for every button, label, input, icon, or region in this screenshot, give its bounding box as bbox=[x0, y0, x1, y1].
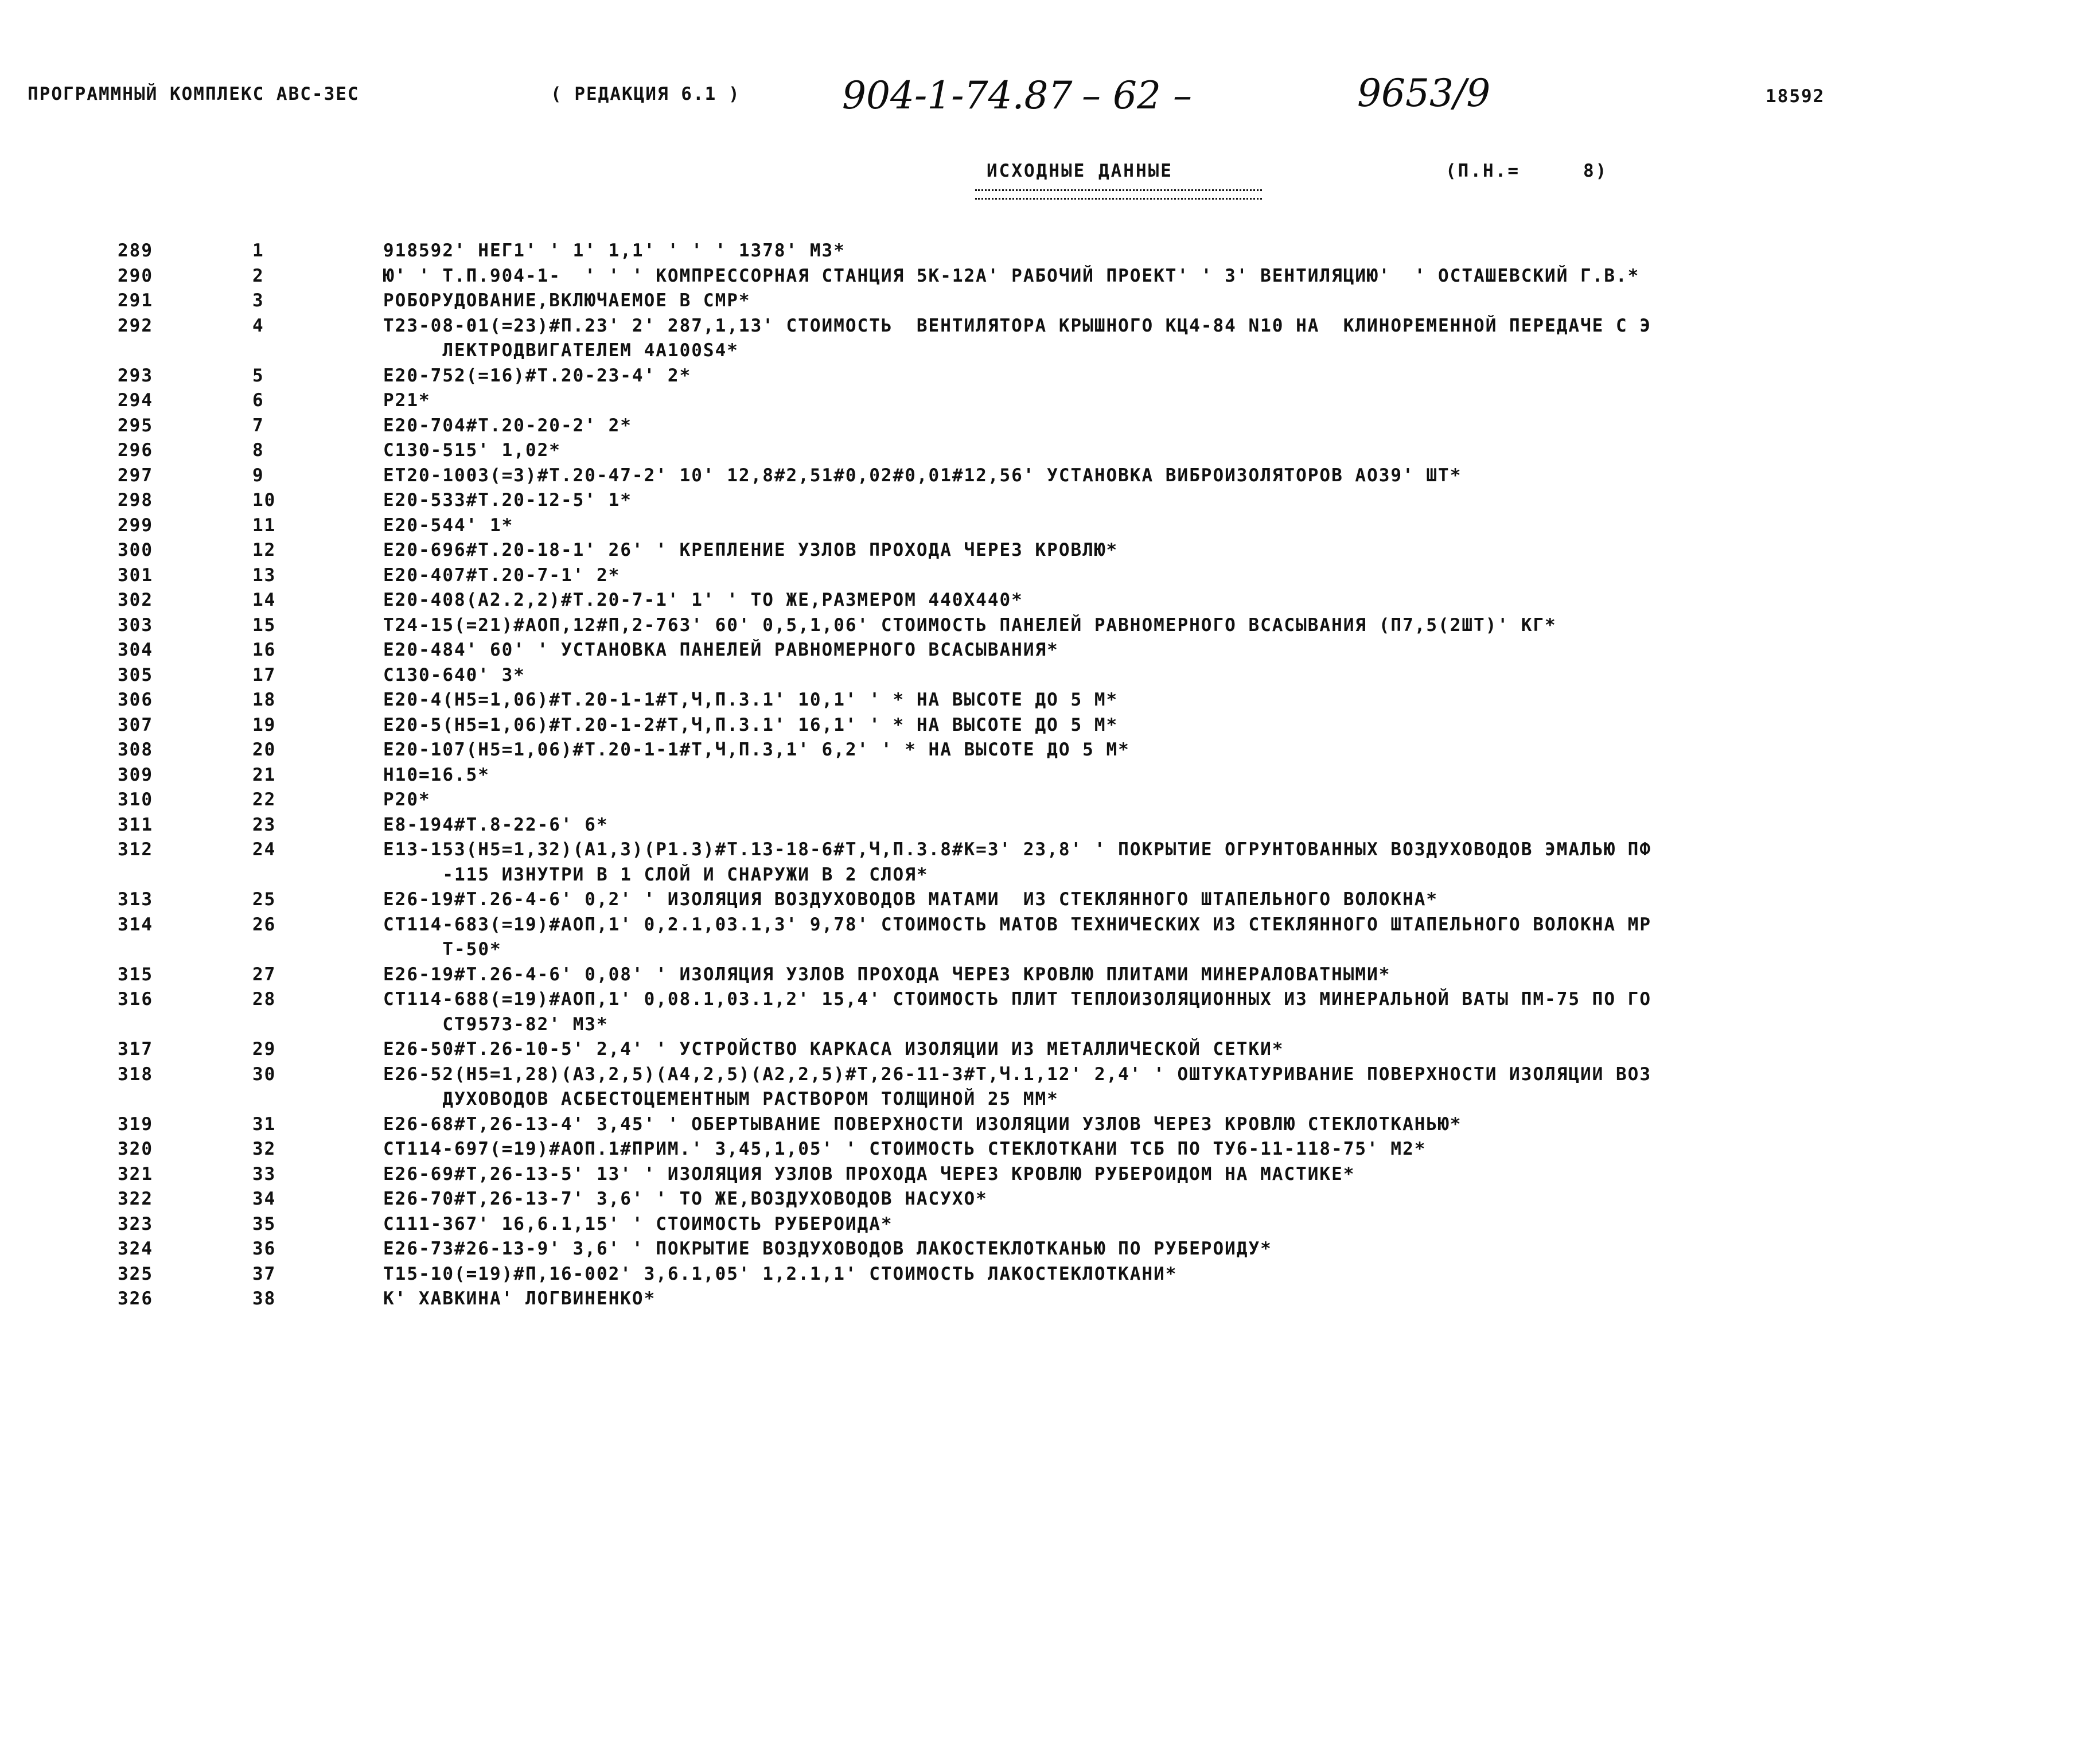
page-header bbox=[28, 71, 2070, 118]
local-line-number: 30 bbox=[252, 1063, 276, 1085]
line-content: Е20-484' 60' ' УСТАНОВКА ПАНЕЛЕЙ РАВНОМЕРНОГО ВСАСЫВАНИЯ* bbox=[383, 640, 1059, 660]
listing-row bbox=[0, 763, 2100, 788]
data-listing bbox=[0, 239, 2100, 1312]
local-line-number: 8 bbox=[252, 440, 264, 461]
listing-row bbox=[0, 1037, 2100, 1062]
global-line-number: 295 bbox=[118, 415, 153, 436]
line-content: С130-640' 3* bbox=[383, 664, 525, 685]
line-content: Т24-15(=21)#АОП,12#П,2-763' 60' 0,5,1,06' СТОИМОСТЬ ПАНЕЛЕЙ РАВНОМЕРНОГО ВСАСЫВАНИЯ (П7,5(2ШТ)' КГ* bbox=[383, 614, 1557, 636]
local-line-number: 37 bbox=[252, 1263, 276, 1284]
local-line-number: 26 bbox=[252, 914, 276, 935]
listing-row bbox=[0, 713, 2100, 738]
line-content: Т15-10(=19)#П,16-002' 3,6.1,05' 1,2.1,1' СТОИМОСТЬ ЛАКОСТЕКЛОТКАНИ* bbox=[383, 1263, 1178, 1284]
local-line-number: 25 bbox=[252, 889, 276, 910]
global-line-number: 290 bbox=[118, 265, 153, 286]
listing-row bbox=[0, 563, 2100, 589]
listing-row bbox=[0, 1187, 2100, 1212]
local-line-number: 9 bbox=[252, 465, 264, 486]
listing-row bbox=[0, 239, 2100, 264]
listing-row bbox=[0, 463, 2100, 489]
listing-row bbox=[0, 289, 2100, 314]
local-line-number: 17 bbox=[252, 664, 276, 685]
global-line-number: 311 bbox=[118, 814, 153, 835]
line-content: СТ114-697(=19)#АОП.1#ПРИМ.' 3,45,1,05' ' СТОИМОСТЬ СТЕКЛОТКАНИ ТСБ ПО ТУ6-11-118-75' М2* bbox=[383, 1139, 1427, 1159]
listing-row bbox=[0, 688, 2100, 713]
printed-number: 18592 bbox=[1766, 86, 1825, 107]
global-line-number: 320 bbox=[118, 1139, 153, 1159]
listing-row bbox=[0, 913, 2100, 963]
listing-row bbox=[0, 1262, 2100, 1287]
local-line-number: 1 bbox=[252, 240, 264, 261]
listing-row bbox=[0, 738, 2100, 763]
local-line-number: 29 bbox=[252, 1039, 276, 1059]
global-line-number: 304 bbox=[118, 640, 153, 660]
global-line-number: 293 bbox=[118, 365, 153, 386]
global-line-number: 315 bbox=[118, 964, 153, 985]
program-name: ПРОГРАММНЫЙ КОМПЛЕКС АВС-3ЕС bbox=[28, 84, 360, 104]
global-line-number: 326 bbox=[118, 1288, 153, 1309]
line-content: Е26-69#Т,26-13-5' 13' ' ИЗОЛЯЦИЯ УЗЛОВ ПРОХОДА ЧЕРЕЗ КРОВЛЮ РУБЕРОИДОМ НА МАСТИКЕ* bbox=[383, 1163, 1355, 1185]
listing-row bbox=[0, 1162, 2100, 1187]
line-content: 918592' НЕГ1' ' 1' 1,1' ' ' ' 1378' М3* bbox=[383, 240, 846, 261]
global-line-number: 309 bbox=[118, 764, 153, 785]
line-content: Р20* bbox=[383, 789, 431, 810]
local-line-number: 31 bbox=[252, 1113, 276, 1135]
listing-row bbox=[0, 987, 2100, 1037]
local-line-number: 24 bbox=[252, 839, 276, 860]
line-content: Е26-50#Т.26-10-5' 2,4' ' УСТРОЙСТВО КАРКАСА ИЗОЛЯЦИИ ИЗ МЕТАЛЛИЧЕСКОЙ СЕТКИ* bbox=[383, 1039, 1284, 1059]
line-content: Е26-52(Н5=1,28)(А3,2,5)(А4,2,5)(А2,2,5)#Т,26-11-3#Т,Ч.1,12' 2,4' ' ОШТУКАТУРИВАНИЕ ПОВЕРХНОСТИ ИЗОЛЯЦИИ ВОЗ ДУХОВОДОВ АСБЕСТОЦЕМЕНТНЫМ РАСТВОРОМ ТОЛЩИНОЙ 25 ММ* bbox=[383, 1063, 1652, 1109]
global-line-number: 318 bbox=[118, 1063, 153, 1085]
local-line-number: 33 bbox=[252, 1163, 276, 1185]
section-page-ref: 8) bbox=[1583, 161, 1608, 181]
listing-row bbox=[0, 1062, 2100, 1112]
local-line-number: 19 bbox=[252, 714, 276, 735]
line-content: СТ114-688(=19)#АОП,1' 0,08.1,03.1,2' 15,4' СТОИМОСТЬ ПЛИТ ТЕПЛОИЗОЛЯЦИОННЫХ ИЗ МИНЕРАЛЬНОЙ ВАТЫ ПМ-75 ПО ГО СТ9573-82' М3* bbox=[383, 989, 1652, 1035]
line-content: Н10=16.5* bbox=[383, 764, 490, 785]
listing-row bbox=[0, 613, 2100, 638]
global-line-number: 313 bbox=[118, 889, 153, 910]
global-line-number: 305 bbox=[118, 664, 153, 685]
listing-row bbox=[0, 1212, 2100, 1237]
line-content: Т23-08-01(=23)#П.23' 2' 287,1,13' СТОИМОСТЬ ВЕНТИЛЯТОРА КРЫШНОГО КЦ4-84 N10 НА КЛИНОРЕМЕННОЙ ПЕРЕДАЧЕ С Э ЛЕКТРОДВИГАТЕЛЕМ 4А100S4* bbox=[383, 315, 1652, 361]
global-line-number: 301 bbox=[118, 564, 153, 586]
listing-row bbox=[0, 388, 2100, 414]
listing-row bbox=[0, 963, 2100, 988]
local-line-number: 23 bbox=[252, 814, 276, 835]
listing-row bbox=[0, 414, 2100, 439]
line-content: Е26-73#26-13-9' 3,6' ' ПОКРЫТИЕ ВОЗДУХОВОДОВ ЛАКОСТЕКЛОТКАНЬЮ ПО РУБЕРОИДУ* bbox=[383, 1238, 1272, 1259]
global-line-number: 299 bbox=[118, 515, 153, 536]
line-content: Е13-153(Н5=1,32)(А1,3)(Р1.3)#Т.13-18-6#Т,Ч,П.3.8#К=3' 23,8' ' ПОКРЫТИЕ ОГРУНТОВАННЫХ ВОЗДУХОВОДОВ ЭМАЛЬЮ ПФ -115 ИЗНУТРИ В 1 СЛОЙ И СНАРУЖИ В 2 СЛОЯ* bbox=[383, 839, 1652, 885]
line-content: Е20-407#Т.20-7-1' 2* bbox=[383, 564, 621, 586]
global-line-number: 289 bbox=[118, 240, 153, 261]
line-content: Е20-107(Н5=1,06)#Т.20-1-1#Т,Ч,П.3,1' 6,2' ' * НА ВЫСОТЕ ДО 5 М* bbox=[383, 739, 1130, 760]
listing-row bbox=[0, 438, 2100, 463]
listing-row bbox=[0, 837, 2100, 887]
local-line-number: 2 bbox=[252, 265, 264, 286]
line-content: СТ114-683(=19)#АОП,1' 0,2.1,03.1,3' 9,78' СТОИМОСТЬ МАТОВ ТЕХНИЧЕСКИХ ИЗ СТЕКЛЯННОГО ШТАПЕЛЬНОГО ВОЛОКНА МР Т-50* bbox=[383, 914, 1652, 960]
listing-row bbox=[0, 513, 2100, 539]
line-content: Е20-408(А2.2,2)#Т.20-7-1' 1' ' ТО ЖЕ,РАЗМЕРОМ 440Х440* bbox=[383, 590, 1023, 610]
line-content: Е26-70#Т,26-13-7' 3,6' ' ТО ЖЕ,ВОЗДУХОВОДОВ НАСУХО* bbox=[383, 1189, 988, 1209]
listing-row bbox=[0, 1237, 2100, 1262]
local-line-number: 13 bbox=[252, 564, 276, 586]
local-line-number: 3 bbox=[252, 290, 264, 311]
section-code bbox=[1446, 161, 1608, 181]
global-line-number: 308 bbox=[118, 739, 153, 760]
line-content: Е20-5(Н5=1,06)#Т.20-1-2#Т,Ч,П.3.1' 16,1' ' * НА ВЫСОТЕ ДО 5 М* bbox=[383, 714, 1119, 735]
global-line-number: 312 bbox=[118, 839, 153, 860]
line-content: К' ХАВКИНА' ЛОГВИНЕНКО* bbox=[383, 1288, 656, 1309]
listing-row bbox=[0, 813, 2100, 838]
global-line-number: 298 bbox=[118, 490, 153, 511]
listing-row bbox=[0, 1287, 2100, 1312]
local-line-number: 7 bbox=[252, 415, 264, 436]
global-line-number: 317 bbox=[118, 1039, 153, 1059]
section-title: ИСХОДНЫЕ ДАННЫЕ bbox=[987, 161, 1173, 181]
global-line-number: 306 bbox=[118, 689, 153, 710]
local-line-number: 6 bbox=[252, 390, 264, 411]
local-line-number: 12 bbox=[252, 540, 276, 560]
global-line-number: 322 bbox=[118, 1189, 153, 1209]
local-line-number: 27 bbox=[252, 964, 276, 985]
line-content: Ю' ' Т.П.904-1- ' ' ' КОМПРЕССОРНАЯ СТАНЦИЯ 5К-12А' РАБОЧИЙ ПРОЕКТ' ' 3' ВЕНТИЛЯЦИЮ' ' ОСТАШЕВСКИЙ Г.В.* bbox=[383, 265, 1640, 286]
listing-row bbox=[0, 588, 2100, 613]
local-line-number: 35 bbox=[252, 1213, 276, 1234]
line-content: Е20-533#Т.20-12-5' 1* bbox=[383, 490, 632, 511]
listing-row bbox=[0, 264, 2100, 289]
global-line-number: 323 bbox=[118, 1213, 153, 1234]
local-line-number: 16 bbox=[252, 640, 276, 660]
local-line-number: 22 bbox=[252, 789, 276, 810]
handwritten-sheet-number: 9653/9 bbox=[1357, 71, 1491, 115]
line-content: Е20-696#Т.20-18-1' 26' ' КРЕПЛЕНИЕ УЗЛОВ ПРОХОДА ЧЕРЕЗ КРОВЛЮ* bbox=[383, 540, 1119, 560]
listing-row bbox=[0, 488, 2100, 513]
global-line-number: 314 bbox=[118, 914, 153, 935]
global-line-number: 303 bbox=[118, 614, 153, 636]
local-line-number: 10 bbox=[252, 490, 276, 511]
listing-row bbox=[0, 887, 2100, 913]
local-line-number: 28 bbox=[252, 989, 276, 1010]
line-content: Е20-544' 1* bbox=[383, 515, 514, 536]
line-content: Е20-4(Н5=1,06)#Т.20-1-1#Т,Ч,П.3.1' 10,1' ' * НА ВЫСОТЕ ДО 5 М* bbox=[383, 689, 1119, 710]
global-line-number: 291 bbox=[118, 290, 153, 311]
revision-label: ( РЕДАКЦИЯ 6.1 ) bbox=[551, 84, 741, 104]
line-content: Р21* bbox=[383, 390, 431, 411]
listing-row bbox=[0, 788, 2100, 813]
listing-row bbox=[0, 364, 2100, 389]
global-line-number: 302 bbox=[118, 590, 153, 610]
local-line-number: 18 bbox=[252, 689, 276, 710]
local-line-number: 34 bbox=[252, 1189, 276, 1209]
line-content: Е26-68#Т,26-13-4' 3,45' ' ОБЕРТЫВАНИЕ ПОВЕРХНОСТИ ИЗОЛЯЦИИ УЗЛОВ ЧЕРЕЗ КРОВЛЮ СТЕКЛОТКАНЬЮ* bbox=[383, 1113, 1462, 1135]
listing-row bbox=[0, 638, 2100, 663]
local-line-number: 11 bbox=[252, 515, 276, 536]
handwritten-page-number: – 62 – bbox=[1082, 73, 1192, 118]
handwritten-doc-number: 904-1-74.87 bbox=[842, 73, 1073, 118]
global-line-number: 292 bbox=[118, 315, 153, 336]
line-content: Е20-752(=16)#Т.20-23-4' 2* bbox=[383, 365, 692, 386]
line-content: Е26-19#Т.26-4-6' 0,2' ' ИЗОЛЯЦИЯ ВОЗДУХОВОДОВ МАТАМИ ИЗ СТЕКЛЯННОГО ШТАПЕЛЬНОГО ВОЛОКНА* bbox=[383, 889, 1439, 910]
line-content: РОБОРУДОВАНИЕ,ВКЛЮЧАЕМОЕ В СМР* bbox=[383, 290, 751, 311]
global-line-number: 296 bbox=[118, 440, 153, 461]
global-line-number: 297 bbox=[118, 465, 153, 486]
local-line-number: 5 bbox=[252, 365, 264, 386]
local-line-number: 38 bbox=[252, 1288, 276, 1309]
listing-row bbox=[0, 314, 2100, 364]
global-line-number: 307 bbox=[118, 714, 153, 735]
global-line-number: 294 bbox=[118, 390, 153, 411]
line-content: Е8-194#Т.8-22-6' 6* bbox=[383, 814, 609, 835]
local-line-number: 4 bbox=[252, 315, 264, 336]
listing-row bbox=[0, 1112, 2100, 1137]
global-line-number: 321 bbox=[118, 1163, 153, 1185]
global-line-number: 325 bbox=[118, 1263, 153, 1284]
line-content: С130-515' 1,02* bbox=[383, 440, 561, 461]
line-content: ЕТ20-1003(=3)#Т.20-47-2' 10' 12,8#2,51#0,02#0,01#12,56' УСТАНОВКА ВИБРОИЗОЛЯТОРОВ АО39' ШТ* bbox=[383, 465, 1462, 486]
listing-row bbox=[0, 663, 2100, 688]
global-line-number: 316 bbox=[118, 989, 153, 1010]
line-content: Е26-19#Т.26-4-6' 0,08' ' ИЗОЛЯЦИЯ УЗЛОВ ПРОХОДА ЧЕРЕЗ КРОВЛЮ ПЛИТАМИ МИНЕРАЛОВАТНЫМИ* bbox=[383, 964, 1391, 985]
line-content: С111-367' 16,6.1,15' ' СТОИМОСТЬ РУБЕРОИДА* bbox=[383, 1213, 893, 1234]
global-line-number: 324 bbox=[118, 1238, 153, 1259]
local-line-number: 20 bbox=[252, 739, 276, 760]
title-underline bbox=[975, 189, 1262, 200]
local-line-number: 32 bbox=[252, 1139, 276, 1159]
global-line-number: 300 bbox=[118, 540, 153, 560]
global-line-number: 310 bbox=[118, 789, 153, 810]
line-content: Е20-704#Т.20-20-2' 2* bbox=[383, 415, 632, 436]
global-line-number: 319 bbox=[118, 1113, 153, 1135]
local-line-number: 14 bbox=[252, 590, 276, 610]
local-line-number: 21 bbox=[252, 764, 276, 785]
local-line-number: 15 bbox=[252, 614, 276, 636]
section-code-label: (П.Н.= bbox=[1446, 161, 1520, 181]
local-line-number: 36 bbox=[252, 1238, 276, 1259]
listing-row bbox=[0, 1137, 2100, 1162]
listing-row bbox=[0, 538, 2100, 563]
